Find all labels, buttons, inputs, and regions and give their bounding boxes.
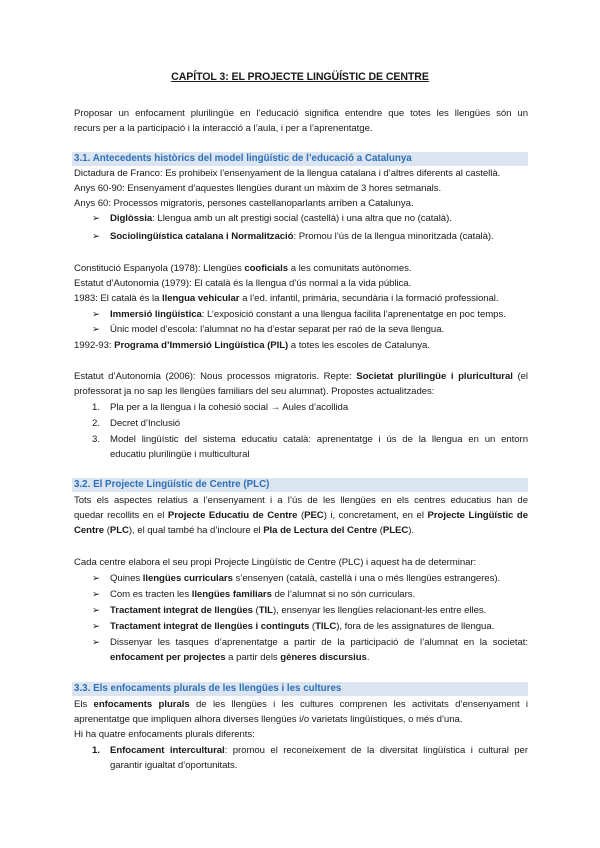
text-line	[74, 339, 430, 352]
text-line	[74, 524, 414, 537]
bold-term: cooficials	[244, 263, 289, 274]
numbered-item: Pla per a la llengua i la cohesió social → Aules d’acollida	[110, 402, 349, 413]
text-line	[74, 698, 528, 711]
bullet-text: : L’exposició constant a una llengua facilita l’aprenentatge en poc temps.	[201, 309, 506, 320]
bullet-item	[110, 604, 486, 617]
text-line: professorat ja no sap les llengües familiars del seu alumnat). Propostes actualitzades:	[74, 386, 435, 397]
bold-term: Tractament integrat de llengües	[110, 605, 253, 616]
bold-term: enfocament per projectes	[110, 652, 226, 663]
bold-term: enfocaments plurals	[93, 699, 190, 710]
text-span: (	[104, 525, 110, 536]
bold-term: Enfocament intercultural	[110, 745, 225, 756]
text-span: : promou el reconeixement de la diversitat lingüística i cultural per	[224, 745, 528, 756]
text-span: Com es tracten les	[110, 589, 192, 600]
arrow-bullet-icon: ➢	[92, 231, 101, 242]
intro-line-1: Proposar un enfocament plurilingüe en l’educació significa entendre que totes les llengües són un	[74, 108, 528, 119]
arrow-bullet-icon: ➢	[92, 605, 101, 616]
bullet-text: : Promou l’ús de la llengua minoritzada (català).	[293, 231, 494, 242]
text-span: 1983: El català és la	[74, 293, 162, 304]
bold-term: PLC	[109, 525, 129, 536]
section-heading-3-3: 3.3. Els enfocaments plurals de les llengües i les cultures	[72, 682, 528, 696]
bullet-item-continued	[110, 651, 369, 664]
text-line: Tots els aspectes relatius a l’ensenyament i a l’ús de les llengües en els centres educatius han de	[74, 495, 528, 506]
text-line	[74, 262, 411, 275]
arrow-bullet-icon: ➢	[92, 573, 101, 584]
list-number: 1.	[92, 745, 101, 756]
arrow-bullet-icon: ➢	[92, 324, 101, 335]
text-line: Estatut d’Autonomia (1979): El català és la llengua d’ús normal a la vida pública.	[74, 278, 412, 289]
numbered-item: Decret d’Inclusió	[110, 418, 181, 429]
text-span: (	[297, 510, 305, 521]
bold-term: gèneres discursius	[280, 652, 367, 663]
section-heading-3-1: 3.1. Antecedents històrics del model lingüístic de l’educació a Catalunya	[72, 152, 528, 166]
list-number: 2.	[92, 418, 101, 429]
bold-term: Programa d’Immersió Lingüística (PIL)	[114, 340, 289, 351]
text-line: Dictadura de Franco: Es prohibeix l’ensenyament de la llengua catalana i d’altres diferents al castellà.	[74, 168, 501, 179]
text-span: Constitució Espanyola (1978): Llengües	[74, 263, 245, 274]
text-span: ), fora de les assignatures de llengua.	[336, 621, 495, 632]
bold-term: Pla de Lectura del Centre	[263, 525, 378, 536]
bold-term: TILC	[315, 621, 337, 632]
bold-term: Diglòssia	[110, 213, 153, 224]
bold-term: llengües curriculars	[142, 573, 233, 584]
text-span: (	[377, 525, 383, 536]
text-line: aprenentatge que impliquen alhora diverses llengües i/o varietats lingüístiques, o més d’una.	[74, 714, 463, 725]
text-line	[74, 292, 499, 305]
numbered-item-continued: garantir igualtat d’oportunitats.	[110, 760, 238, 771]
text-line	[74, 370, 528, 383]
text-span: ), ensenyar les llengües relacionant-les entre elles.	[272, 605, 487, 616]
arrow-bullet-icon: ➢	[92, 213, 101, 224]
bold-term: Projecte Lingüístic de	[427, 510, 529, 521]
bold-term: Centre	[74, 525, 105, 536]
text-span: de les llengües i les cultures comprenen les activitats d’ensenyament i	[189, 699, 529, 710]
bullet-item	[110, 588, 415, 601]
bullet-item: Únic model d’escola: l’alumnat no ha d’estar separat per raó de la seva llengua.	[110, 324, 445, 335]
bold-term: Tractament integrat de llengües i continguts	[110, 621, 310, 632]
text-span: ) i, concretament, en el	[323, 510, 428, 521]
numbered-item: Model lingüístic del sistema educatiu català: aprenentatge i ús de la llengua en un entorn	[110, 434, 528, 445]
bold-term: PEC	[304, 510, 324, 521]
bullet-item	[110, 620, 494, 633]
text-line: Cada centre elabora el seu propi Projecte Lingüístic de Centre (PLC) i aquest ha de determinar:	[74, 557, 477, 568]
numbered-item	[110, 744, 528, 757]
intro-line-2: recurs per a la participació i la interacció a l’aula, i per a l’aprenentatge.	[74, 123, 373, 134]
text-span: ).	[408, 525, 415, 536]
bold-term: Projecte Educatiu de Centre	[167, 510, 298, 521]
section-heading-3-2: 3.2. El Projecte Lingüístic de Centre (PLC)	[72, 478, 528, 492]
arrow-bullet-icon: ➢	[92, 589, 101, 600]
arrow-bullet-icon: ➢	[92, 637, 101, 648]
text-span: Quines	[110, 573, 143, 584]
list-number: 1.	[92, 402, 101, 413]
bullet-item	[110, 230, 494, 243]
text-span: de l’alumnat si no són curriculars.	[271, 589, 416, 600]
text-span: a l’ed. infantil, primària, secundària i la formació professional.	[239, 293, 499, 304]
text-span: a partir dels	[225, 652, 281, 663]
text-span: Els	[74, 699, 94, 710]
arrow-bullet-icon: ➢	[92, 309, 101, 320]
bold-term: Societat plurilingüe i pluricultural	[356, 371, 513, 382]
text-span: s’ensenyen (català, castellà i una o més llengües estrangeres).	[232, 573, 501, 584]
text-line	[74, 509, 528, 522]
text-span: .	[366, 652, 370, 663]
bold-term: llengua vehicular	[161, 293, 240, 304]
bullet-item	[110, 572, 500, 585]
bold-term: PLEC	[382, 525, 409, 536]
bullet-item	[110, 308, 506, 321]
text-span: Estatut d’Autonomia (2006): Nous processos migratoris. Repte:	[74, 371, 357, 382]
bullet-text: : Llengua amb un alt prestigi social (castellà) i una altra que no (català).	[152, 213, 452, 224]
bold-term: TIL	[258, 605, 273, 616]
bold-term: Immersió lingüística	[110, 309, 202, 320]
text-span: (	[309, 621, 316, 632]
numbered-item-continued: educatiu plurilingüe i multicultural	[110, 449, 250, 460]
text-line: Anys 60-90: Ensenyament d’aquestes llengües durant un màxim de 3 hores setmanals.	[74, 183, 442, 194]
text-span: (el	[512, 371, 528, 382]
text-span: ), el qual també ha d’incloure el	[128, 525, 264, 536]
bullet-item: Dissenyar les tasques d’aprenentatge a partir de la participació de l’alumnat en la societat:	[110, 637, 528, 648]
text-span: (	[252, 605, 259, 616]
text-span: a les comunitats autònomes.	[288, 263, 412, 274]
text-line: Hi ha quatre enfocaments plurals diferents:	[74, 729, 255, 740]
text-span: quedar recollits en el	[74, 510, 168, 521]
list-number: 3.	[92, 434, 101, 445]
text-span: 1992-93:	[74, 340, 115, 351]
bullet-item	[110, 212, 452, 225]
page-title: CAPÍTOL 3: EL PROJECTE LINGÜÍSTIC DE CENTRE	[171, 71, 429, 83]
bold-term: Sociolingüística catalana i Normalització	[110, 231, 294, 242]
text-line: Anys 60: Processos migratoris, persones castellanoparlants arriben a Catalunya.	[74, 198, 414, 209]
text-span: a totes les escoles de Catalunya.	[288, 340, 430, 351]
arrow-bullet-icon: ➢	[92, 621, 101, 632]
bold-term: llengües familiars	[191, 589, 272, 600]
